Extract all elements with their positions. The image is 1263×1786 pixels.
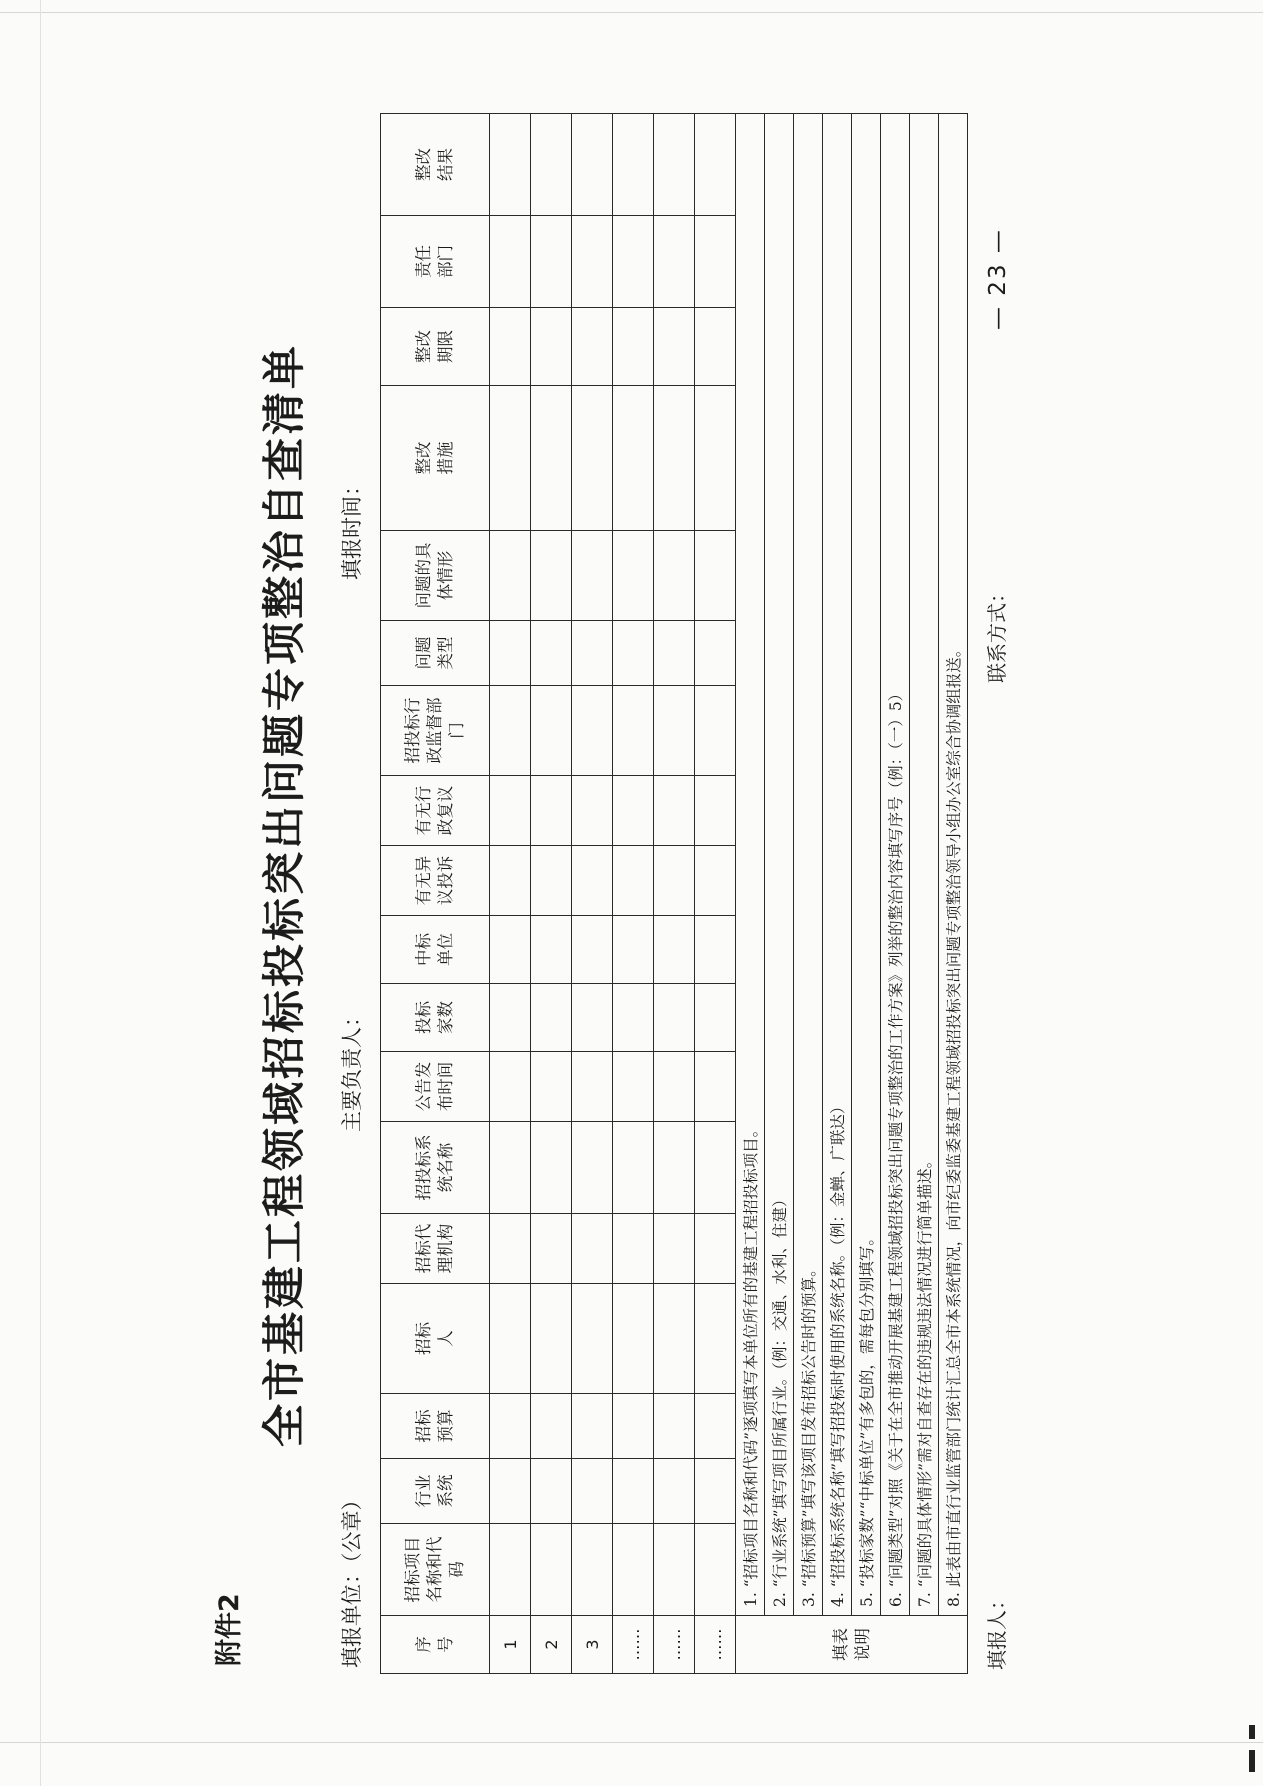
table-cell[interactable] xyxy=(572,916,613,984)
table-cell[interactable] xyxy=(613,846,654,916)
column-header: 公告发布时间 xyxy=(381,1052,490,1122)
table-cell[interactable] xyxy=(531,1459,572,1524)
note-text: 5. “投标家数”“中标单位”有多包的，需每包分别填写。 xyxy=(852,114,881,1616)
table-cell[interactable] xyxy=(490,386,531,531)
table-row xyxy=(613,114,654,1674)
table-cell[interactable] xyxy=(572,984,613,1052)
row-index: …… xyxy=(613,1616,654,1674)
notes-label: 填表说明 xyxy=(736,1616,968,1674)
table-cell[interactable] xyxy=(613,531,654,621)
table-row xyxy=(490,114,531,1674)
note-row xyxy=(939,114,968,1674)
note-row xyxy=(765,114,794,1674)
table-cell[interactable] xyxy=(613,1394,654,1459)
column-header: 责任部门 xyxy=(381,216,490,308)
table-cell[interactable] xyxy=(572,776,613,846)
table-cell[interactable] xyxy=(695,1052,736,1122)
column-header: 中标单位 xyxy=(381,916,490,984)
note-row xyxy=(852,114,881,1674)
column-header: 招标代理机构 xyxy=(381,1214,490,1284)
table-cell[interactable] xyxy=(490,686,531,776)
table-cell[interactable] xyxy=(654,1122,695,1214)
table-cell[interactable] xyxy=(572,1394,613,1459)
table-cell[interactable] xyxy=(654,308,695,386)
table-cell[interactable] xyxy=(572,621,613,686)
header-row xyxy=(381,114,490,1674)
table-cell[interactable] xyxy=(613,1459,654,1524)
table-cell[interactable] xyxy=(613,114,654,216)
row-index: 3 xyxy=(572,1616,613,1674)
table-cell[interactable] xyxy=(613,621,654,686)
table-cell[interactable] xyxy=(490,308,531,386)
note-row xyxy=(736,114,765,1674)
principal-label: 主要负责人： xyxy=(340,1006,364,1132)
table-cell[interactable] xyxy=(531,308,572,386)
table-cell[interactable] xyxy=(572,686,613,776)
table-cell[interactable] xyxy=(654,1214,695,1284)
table-cell[interactable] xyxy=(531,1394,572,1459)
column-header: 投标家数 xyxy=(381,984,490,1052)
table-cell[interactable] xyxy=(572,531,613,621)
contact-label: 联系方式： xyxy=(985,583,1009,683)
table-cell[interactable] xyxy=(531,621,572,686)
table-cell[interactable] xyxy=(531,776,572,846)
table-cell[interactable] xyxy=(490,916,531,984)
rotated-page xyxy=(203,90,1033,1690)
table-cell[interactable] xyxy=(695,1394,736,1459)
table-cell[interactable] xyxy=(572,846,613,916)
table-cell[interactable] xyxy=(531,1122,572,1214)
column-header: 招投标系统名称 xyxy=(381,1122,490,1214)
table-cell[interactable] xyxy=(654,386,695,531)
table-cell[interactable] xyxy=(490,531,531,621)
table-cell[interactable] xyxy=(695,1524,736,1616)
table-cell[interactable] xyxy=(654,846,695,916)
fill-time-label: 填报时间： xyxy=(340,475,364,580)
column-header: 招标预算 xyxy=(381,1394,490,1459)
table-cell[interactable] xyxy=(613,216,654,308)
table-cell[interactable] xyxy=(654,776,695,846)
note-text: 4. “招投标系统名称”填写招投标时使用的系统名称。（例：金蝉、广联达） xyxy=(823,114,852,1616)
table-cell[interactable] xyxy=(695,1122,736,1214)
table-cell[interactable] xyxy=(613,916,654,984)
table-row xyxy=(572,114,613,1674)
table-cell[interactable] xyxy=(613,1052,654,1122)
table-cell[interactable] xyxy=(613,1284,654,1394)
table-cell[interactable] xyxy=(572,114,613,216)
table-cell[interactable] xyxy=(531,984,572,1052)
table-cell[interactable] xyxy=(613,1214,654,1284)
column-header: 整改措施 xyxy=(381,386,490,531)
table-cell[interactable] xyxy=(490,984,531,1052)
table-cell[interactable] xyxy=(490,216,531,308)
table-cell[interactable] xyxy=(531,386,572,531)
table-cell[interactable] xyxy=(490,1284,531,1394)
table-cell[interactable] xyxy=(613,1122,654,1214)
note-text: 7. “问题的具体情形”需对自查存在的违规违法情况进行简单描述。 xyxy=(910,114,939,1616)
table-row xyxy=(531,114,572,1674)
table-cell[interactable] xyxy=(695,216,736,308)
scan-edge-mark xyxy=(1249,1750,1255,1772)
table-cell[interactable] xyxy=(572,216,613,308)
column-header: 招标人 xyxy=(381,1284,490,1394)
table-cell[interactable] xyxy=(654,216,695,308)
column-header: 整改期限 xyxy=(381,308,490,386)
row-index: …… xyxy=(654,1616,695,1674)
table-cell[interactable] xyxy=(490,1122,531,1214)
table-cell[interactable] xyxy=(531,1052,572,1122)
table-cell[interactable] xyxy=(695,114,736,216)
table-cell[interactable] xyxy=(572,308,613,386)
note-row xyxy=(881,114,910,1674)
table-cell[interactable] xyxy=(613,1524,654,1616)
filler-label: 填报人： xyxy=(985,1590,1009,1670)
table-cell[interactable] xyxy=(531,531,572,621)
table-cell[interactable] xyxy=(654,531,695,621)
table-cell[interactable] xyxy=(572,1524,613,1616)
table-cell[interactable] xyxy=(531,916,572,984)
table-cell[interactable] xyxy=(490,621,531,686)
table-cell[interactable] xyxy=(572,386,613,531)
table-cell[interactable] xyxy=(531,1284,572,1394)
table-cell[interactable] xyxy=(654,686,695,776)
scan-edge-line xyxy=(40,0,41,1786)
table-cell[interactable] xyxy=(654,1284,695,1394)
table-cell[interactable] xyxy=(695,308,736,386)
column-header: 序号 xyxy=(381,1616,490,1674)
table-cell[interactable] xyxy=(695,1284,736,1394)
note-text: 8. 此表由市直行业监管部门统计汇总全市本系统情况，向市纪委监委基建工程领域招投标突出问题专项整治领导小组办公室综合协调组报送。 xyxy=(939,114,968,1616)
table-cell[interactable] xyxy=(695,776,736,846)
table-cell[interactable] xyxy=(654,1524,695,1616)
note-text: 3. “招标预算”填写该项目发布招标公告时的预算。 xyxy=(794,114,823,1616)
table-cell[interactable] xyxy=(531,114,572,216)
table-cell[interactable] xyxy=(695,1459,736,1524)
column-header: 招投标行政监督部门 xyxy=(381,686,490,776)
table-cell[interactable] xyxy=(654,621,695,686)
row-index: 1 xyxy=(490,1616,531,1674)
table-cell[interactable] xyxy=(490,1524,531,1616)
column-header: 有无异议投诉 xyxy=(381,846,490,916)
table-row xyxy=(695,114,736,1674)
table-cell[interactable] xyxy=(695,531,736,621)
checklist-table xyxy=(380,113,968,1674)
column-header: 有无行政复议 xyxy=(381,776,490,846)
table-cell[interactable] xyxy=(695,621,736,686)
table-cell[interactable] xyxy=(572,1052,613,1122)
note-text: 2. “行业系统”填写项目所属行业。（例：交通、水利、住建） xyxy=(765,114,794,1616)
fill-unit-label: 填报单位：（公章） xyxy=(340,1489,364,1668)
table-cell[interactable] xyxy=(654,1052,695,1122)
table-cell[interactable] xyxy=(531,686,572,776)
table-cell[interactable] xyxy=(572,1284,613,1394)
table-cell[interactable] xyxy=(490,776,531,846)
table-row xyxy=(654,114,695,1674)
note-row xyxy=(794,114,823,1674)
column-header: 整改结果 xyxy=(381,114,490,216)
scan-edge-mark xyxy=(1249,1725,1255,1739)
table-cell[interactable] xyxy=(490,114,531,216)
column-header: 行业系统 xyxy=(381,1459,490,1524)
table-cell[interactable] xyxy=(695,1214,736,1284)
column-header: 招标项目名称和代码 xyxy=(381,1524,490,1616)
table-cell[interactable] xyxy=(654,1394,695,1459)
column-header: 问题类型 xyxy=(381,621,490,686)
table-cell[interactable] xyxy=(695,686,736,776)
table-cell[interactable] xyxy=(654,1459,695,1524)
table-cell[interactable] xyxy=(613,776,654,846)
table-cell[interactable] xyxy=(654,916,695,984)
table-cell[interactable] xyxy=(531,1214,572,1284)
table-cell[interactable] xyxy=(613,984,654,1052)
table-cell[interactable] xyxy=(572,1122,613,1214)
table-cell[interactable] xyxy=(490,1214,531,1284)
column-header: 问题的具体情形 xyxy=(381,531,490,621)
note-text: 6. “问题类型”对照《关于在全市推动开展基建工程领域招投标突出问题专项整治的工作方案》列举的整治内容填写序号（例：（一）5） xyxy=(881,114,910,1616)
table-cell[interactable] xyxy=(572,1459,613,1524)
table-cell[interactable] xyxy=(695,916,736,984)
annex-label: 附件2 xyxy=(214,1593,245,1666)
table-cell[interactable] xyxy=(531,1524,572,1616)
table-cell[interactable] xyxy=(490,1394,531,1459)
table-cell[interactable] xyxy=(695,984,736,1052)
note-row xyxy=(910,114,939,1674)
table-cell[interactable] xyxy=(531,216,572,308)
note-row xyxy=(823,114,852,1674)
row-index: …… xyxy=(695,1616,736,1674)
table-cell[interactable] xyxy=(490,1052,531,1122)
table-cell[interactable] xyxy=(654,114,695,216)
table-cell[interactable] xyxy=(613,308,654,386)
table-cell[interactable] xyxy=(490,1459,531,1524)
table-cell[interactable] xyxy=(613,686,654,776)
table-cell[interactable] xyxy=(695,386,736,531)
page-title: 全市基建工程领域招标投标突出问题专项整治自查清单 xyxy=(260,343,310,1447)
table-cell[interactable] xyxy=(531,846,572,916)
page-number: — 23 — xyxy=(985,228,1011,330)
table-cell[interactable] xyxy=(613,386,654,531)
table-cell[interactable] xyxy=(572,1214,613,1284)
row-index: 2 xyxy=(531,1616,572,1674)
note-text: 1. “招标项目名称和代码”逐项填写本单位所有的基建工程招投标项目。 xyxy=(736,114,765,1616)
table-cell[interactable] xyxy=(695,846,736,916)
table-cell[interactable] xyxy=(490,846,531,916)
scan-fold-line xyxy=(0,12,1263,13)
scan-fold-line xyxy=(0,1742,1263,1743)
table-cell[interactable] xyxy=(654,984,695,1052)
